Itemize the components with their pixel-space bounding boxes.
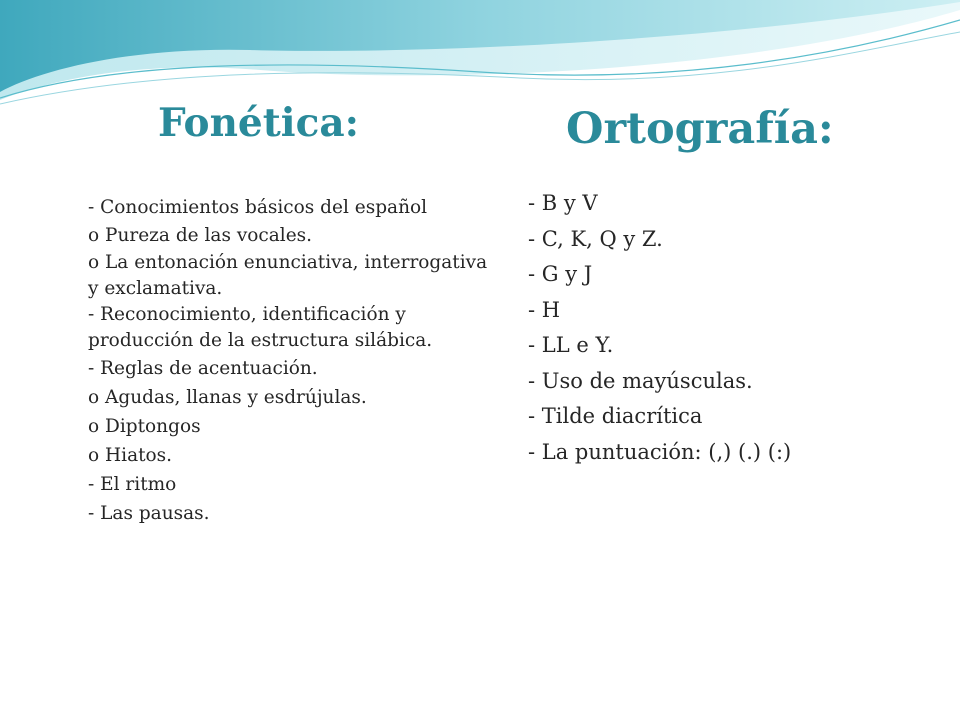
phonetics-title: Fonética: <box>158 100 359 146</box>
list-item: o Diptongos <box>88 416 201 437</box>
list-item: - Uso de mayúsculas. <box>528 368 753 393</box>
list-item: - LL e Y. <box>528 333 614 357</box>
orthography-title: Ortografía: <box>566 104 834 154</box>
list-item: - C, K, Q y Z. <box>528 226 663 251</box>
list-item: - Reconocimiento, identificación y producción de la estructura silábica. <box>88 304 433 351</box>
list-item: o La entonación enunciativa, interrogativa y exclamativa. <box>88 252 488 299</box>
list-item: o Agudas, llanas y esdrújulas. <box>88 387 367 408</box>
header-wave-decoration <box>0 0 960 110</box>
list-item: - Conocimientos básicos del español <box>88 197 428 218</box>
list-item: o Pureza de las vocales. <box>88 225 313 246</box>
list-item: - Las pausas. <box>88 503 210 524</box>
list-item: - Reglas de acentuación. <box>88 358 318 379</box>
list-item: - Tilde diacrítica <box>528 404 703 428</box>
list-item: - La puntuación: (,) (.) (:) <box>528 439 792 464</box>
list-item: o Hiatos. <box>88 445 173 466</box>
list-item: - H <box>528 297 561 322</box>
list-item: - El ritmo <box>88 474 177 495</box>
list-item: - B y V <box>528 191 598 215</box>
list-item: - G y J <box>528 262 593 286</box>
phonetics-list <box>88 195 488 528</box>
orthography-list <box>528 186 948 470</box>
